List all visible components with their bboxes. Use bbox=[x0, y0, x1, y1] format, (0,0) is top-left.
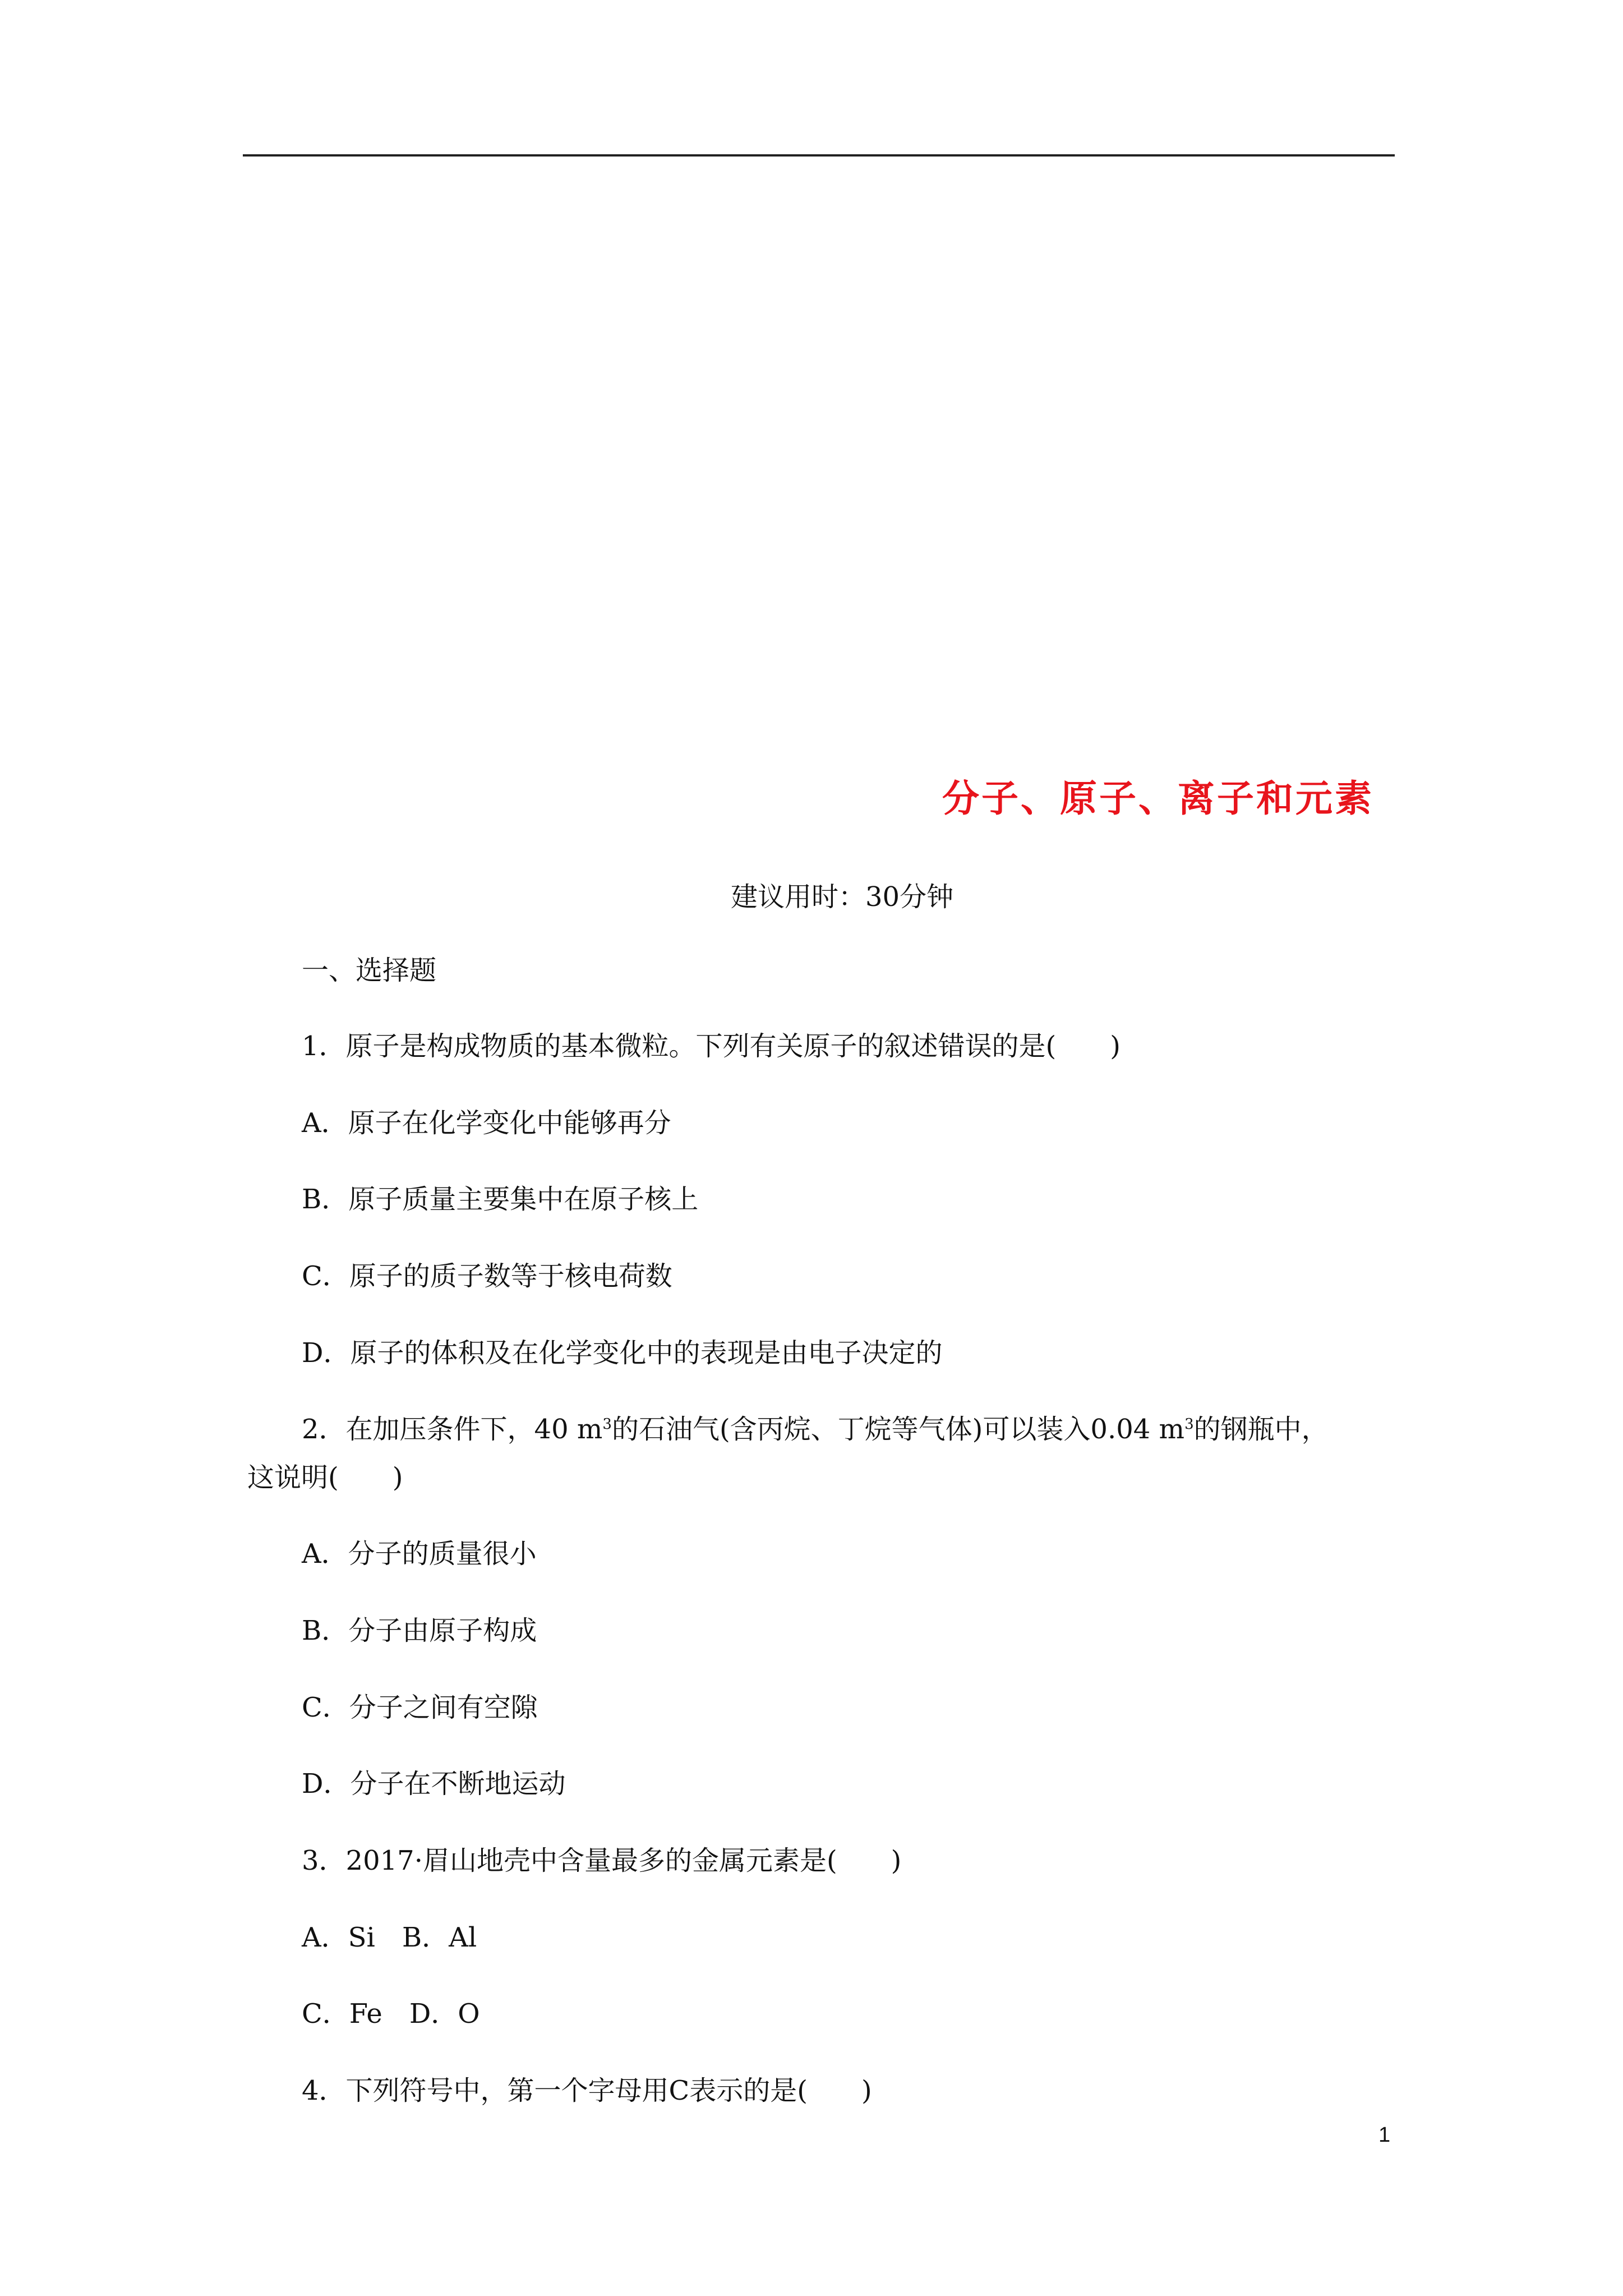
question-2-option-c: C．分子之间有空隙 bbox=[302, 1692, 538, 1723]
question-2-option-a: A．分子的质量很小 bbox=[302, 1538, 537, 1570]
document-title: 分子、原子、离子和元素 bbox=[942, 777, 1374, 820]
question-1-stem: 1．原子是构成物质的基本微粒。下列有关原子的叙述错误的是( ) bbox=[302, 1030, 1121, 1062]
question-2-option-b: B．分子由原子构成 bbox=[302, 1615, 537, 1646]
question-3-stem: 3．2017·眉山地壳中含量最多的金属元素是( ) bbox=[302, 1845, 902, 1876]
question-2-stem-continuation: 这说明( ) bbox=[247, 1462, 403, 1493]
suggested-time-note: 建议用时：30分钟 bbox=[731, 881, 954, 913]
question-1-option-c: C．原子的质子数等于核电荷数 bbox=[302, 1260, 672, 1292]
question-4-stem: 4．下列符号中，第一个字母用C表示的是( ) bbox=[302, 2075, 872, 2106]
question-2-stem-superscript-1: 3 bbox=[602, 1416, 612, 1433]
question-1-option-d: D．原子的体积及在化学变化中的表现是由电子决定的 bbox=[302, 1337, 943, 1369]
question-2-option-d: D．分子在不断地运动 bbox=[302, 1768, 566, 1800]
question-1-option-b: B．原子质量主要集中在原子核上 bbox=[302, 1184, 699, 1215]
question-2-stem-part2: 的石油气(含丙烷、丁烷等气体)可以装入0.04 m bbox=[611, 1414, 1185, 1445]
section-heading: 一、选择题 bbox=[302, 955, 437, 986]
question-2-stem-part3: 的钢瓶中， bbox=[1193, 1414, 1329, 1445]
page-number: 1 bbox=[1378, 2123, 1391, 2147]
question-2-stem bbox=[302, 1412, 1329, 1446]
question-3-options-cd: C．Fe D．O bbox=[302, 1998, 480, 2030]
header-rule bbox=[243, 154, 1395, 157]
question-2-stem-part1: 2．在加压条件下，40 m bbox=[302, 1414, 603, 1445]
question-1-option-a: A．原子在化学变化中能够再分 bbox=[302, 1107, 671, 1139]
question-3-options-ab: A．Si B．Al bbox=[302, 1922, 477, 1953]
question-2-stem-superscript-2: 3 bbox=[1184, 1416, 1194, 1433]
